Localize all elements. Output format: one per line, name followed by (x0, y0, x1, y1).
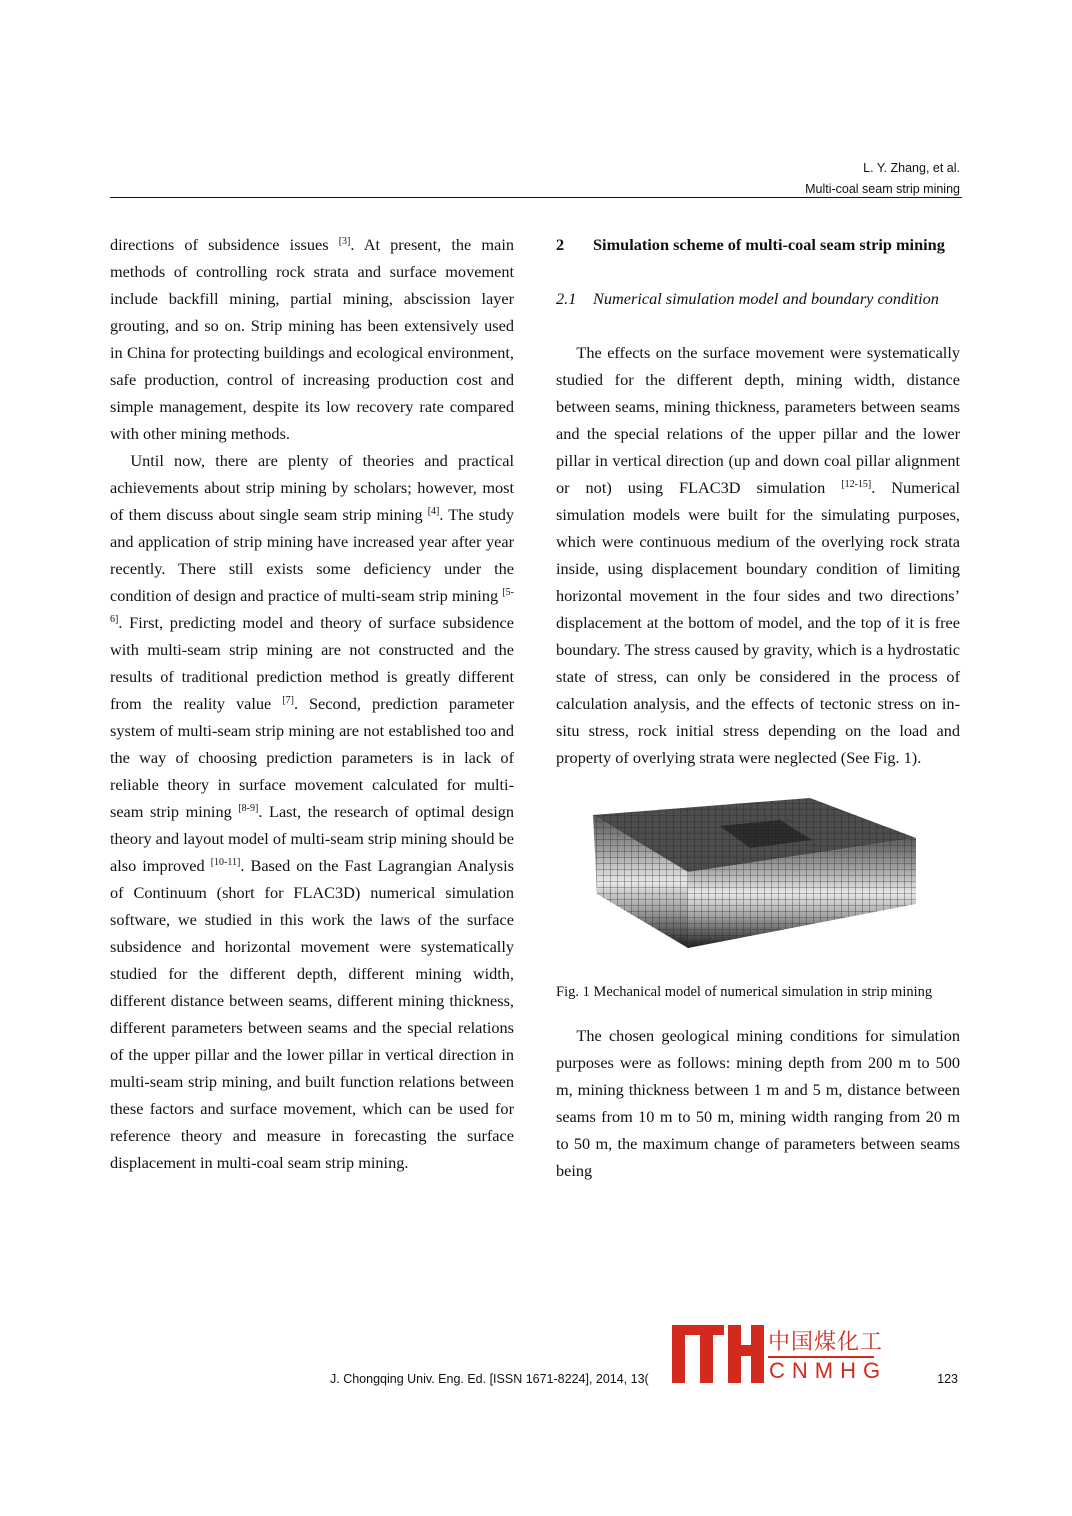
cnmhg-logo-icon (672, 1325, 764, 1383)
subsection-title: Numerical simulation model and boundary condition (593, 289, 939, 308)
paragraph-model-description: The effects on the surface movement were systematically studied for the different depth, mining width, distance between seams, mining thickness, parameters between seams and the special relations of the upper pillar and the lower pillar in vertical direction (up and down coal pillar alignment or not) using FLAC3D simulation [12-15]. Numerical simulation models were built for the simulating purposes, which were continuous medium of the overlying rock strata inside, using displacement boundary condition of limiting horizontal movement in the four sides and two directions’ displacement at the bottom of model, and the top of it is free boundary. The stress caused by gravity, which is a hydrostatic state of stress, can only be considered in the process of calculation analysis, and the effects of tectonic stress on in-situ stress, rock initial stress depending on the load and property of overlying strata were neglected (See Fig. 1). (556, 343, 960, 767)
running-head-title: Multi-coal seam strip mining (805, 182, 960, 196)
paragraph-prior-work: Until now, there are plenty of theories and practical achievements about strip mining by scholars; however, most of them discuss about single seam strip mining [4]. The study and application of strip mining have increased year after year recently. There still exists some deficiency under the condition of design and practice of multi-seam strip mining [5-6]. First, predicting model and theory of surface subsidence with multi-seam strip mining are not constructed and the results of traditional prediction method is greatly different from the reality value [7]. Second, prediction parameter system of multi-seam strip mining are not established too and the way of choosing prediction parameters is in lack of reliable theory in surface movement calculated for multi-seam strip mining [8-9]. Last, the research of optimal design theory and layout model of multi-seam strip mining should be also improved [10-11]. Based on the Fast Lagrangian Analysis of Continuum (short for FLAC3D) numerical simulation software, we studied in this work the laws of the surface subsidence and horizontal movement were systematically studied for the different depth, different mining width, different distance between seams, different mining thickness, different parameters between seams and the special relations of the upper pillar and the lower pillar in vertical direction in multi-seam strip mining, and built function relations between these factors and surface movement, which can be used for reference theory and measure in forecasting the surface displacement in multi-coal seam strip mining. (110, 451, 515, 1172)
subsection-heading (556, 285, 960, 312)
page-number: 123 (937, 1372, 958, 1386)
figure-caption: Fig. 1 Mechanical model of numerical simulation in strip mining (556, 984, 933, 1000)
right-column (556, 231, 960, 1184)
mesh-model-image (590, 798, 922, 948)
paragraph-geological-conditions: The chosen geological mining conditions for simulation purposes were as follows: mining depth from 200 m to 500 m, mining thickness between 1 m and 5 m, distance between seams from 10 m to 50 m, mining width ranging from 20 m to 50 m, the maximum change of parameters between seams being (556, 1026, 960, 1180)
running-head (805, 158, 960, 200)
header-rule (110, 197, 962, 198)
figure-1 (556, 798, 960, 973)
section-title: Simulation scheme of multi-coal seam strip mining (593, 235, 945, 254)
citation[interactable]: [4] (427, 506, 440, 517)
section-number: 2 (556, 235, 565, 254)
subsection-number: 2.1 (556, 289, 577, 308)
citation[interactable]: [3] (338, 236, 351, 247)
citation[interactable]: [7] (282, 695, 294, 706)
citation[interactable]: [12-15] (841, 479, 872, 490)
paragraph-intro-continued: directions of subsidence issues [3]. At present, the main methods of controlling rock strata and surface movement include backfill mining, partial mining, abscission layer grouting, and so on. Strip mining has been extensively used in China for protecting buildings and ecological environment, safe production, control of increasing production cost and simple management, despite its low recovery rate compared with other mining methods. (110, 235, 514, 443)
watermark-latin: CNMHG (769, 1358, 888, 1383)
left-column (110, 231, 514, 1176)
watermark-logo (672, 1325, 888, 1387)
citation[interactable]: [8-9] (238, 803, 259, 814)
watermark-chinese: 中国煤化工 (768, 1330, 884, 1355)
section-heading (556, 231, 960, 258)
running-head-authors: L. Y. Zhang, et al. (863, 161, 960, 175)
citation[interactable]: [5-6] (110, 587, 514, 625)
journal-citation: J. Chongqing Univ. Eng. Ed. [ISSN 1671-8224], 2014, 13( (330, 1372, 649, 1386)
citation[interactable]: [10-11] (210, 857, 241, 868)
